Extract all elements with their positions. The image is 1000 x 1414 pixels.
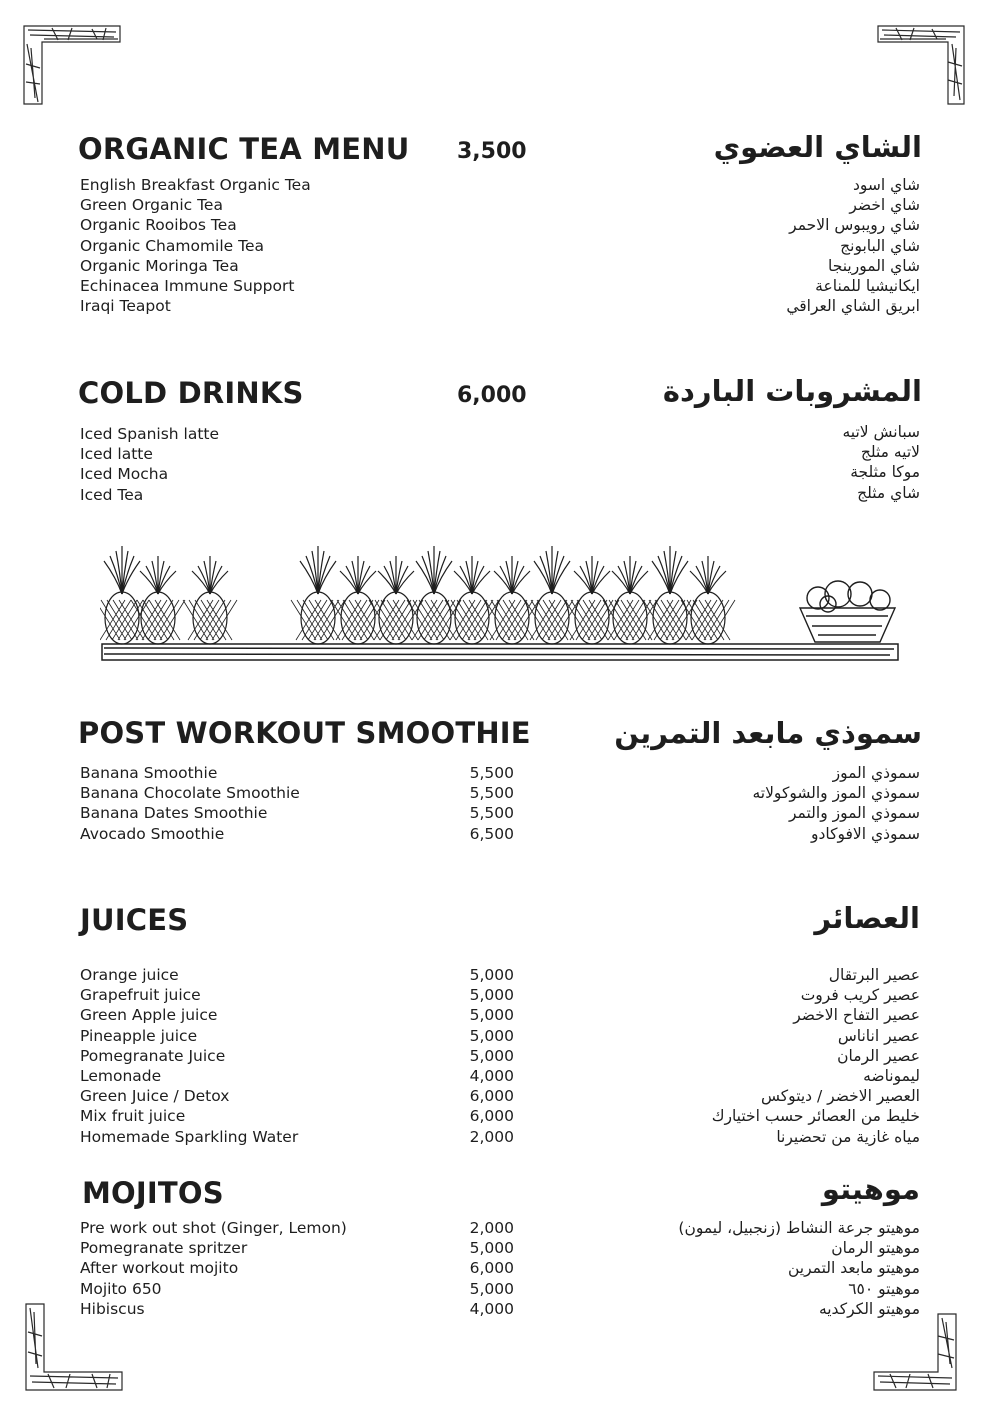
pineapple-icon xyxy=(603,556,657,644)
cold-section-title: COLD DRINKS xyxy=(78,376,304,410)
price-item: 4,000 xyxy=(469,1066,514,1085)
price-item: 2,000 xyxy=(469,1219,514,1237)
list-item: English Breakfast Organic Tea xyxy=(80,176,311,194)
list-item: Orange juice xyxy=(80,966,179,984)
mojitos-items-list xyxy=(80,1218,420,1319)
pineapple-icon xyxy=(565,556,619,644)
list-item: Organic Rooibos Tea xyxy=(80,216,237,235)
list-item: Echinacea Immune Support xyxy=(80,276,295,295)
pineapple-icon xyxy=(331,556,385,644)
price-item: 5,500 xyxy=(469,764,514,782)
price-item: 5,000 xyxy=(469,1239,514,1258)
list-item: سبانش لاتيه xyxy=(842,423,920,441)
mojitos-items-list-ar xyxy=(590,1218,920,1319)
list-item: ايكانيشيا للمناعة xyxy=(815,276,920,295)
list-item: Homemade Sparkling Water xyxy=(80,1127,299,1146)
list-item: عصير اناناس xyxy=(837,1026,920,1045)
list-item: Banana Chocolate Smoothie xyxy=(80,784,300,803)
mojitos-prices-list xyxy=(440,1218,514,1319)
price-item: 2,000 xyxy=(469,1127,514,1146)
pineapple-icon xyxy=(291,546,345,644)
shelf-icon xyxy=(102,644,898,660)
tea-section-title: ORGANIC TEA MENU xyxy=(78,132,410,166)
list-item: Organic Moringa Tea xyxy=(80,256,239,275)
list-item: Pre work out shot (Ginger, Lemon) xyxy=(80,1219,347,1237)
fruit-bowl-icon xyxy=(800,581,895,642)
price-item: 5,500 xyxy=(469,804,514,823)
price-item: 5,000 xyxy=(469,1026,514,1045)
price-item: 5,000 xyxy=(469,966,514,984)
list-item: Iraqi Teapot xyxy=(80,297,171,316)
cold-section-title-ar: المشروبات الباردة xyxy=(662,374,922,408)
list-item: موهيتو جرعة النشاط (زنجبيل، ليمون) xyxy=(678,1219,920,1237)
smoothie-section-title: POST WORKOUT SMOOTHIE xyxy=(78,716,531,750)
smoothie-prices-list xyxy=(440,763,514,844)
list-item: Pomegranate Juice xyxy=(80,1046,226,1065)
mojitos-section-title: MOJITOS xyxy=(82,1176,224,1210)
pineapple-icon xyxy=(183,556,237,644)
list-item: شاي اخضر xyxy=(849,196,920,215)
list-item: سموذي الموز والتمر xyxy=(788,804,920,823)
cold-items-list-ar xyxy=(590,422,920,503)
price-item: 5,000 xyxy=(469,1279,514,1298)
price-item: 6,500 xyxy=(469,824,514,843)
pineapple-icon xyxy=(100,546,149,644)
price-item: 6,000 xyxy=(469,1087,514,1106)
pineapple-icon xyxy=(131,556,185,644)
list-item: Iced Spanish latte xyxy=(80,425,220,443)
list-item: مياه غازية من تحضيرنا xyxy=(776,1127,920,1146)
cold-items-list xyxy=(80,424,440,505)
list-item: لاتيه مثلج xyxy=(860,443,920,462)
price-item: 5,500 xyxy=(469,784,514,803)
juices-section-title: JUICES xyxy=(80,903,189,937)
list-item: عصير البرتقال xyxy=(828,966,920,984)
top-right-corner-icon xyxy=(876,24,966,106)
pineapple-icon xyxy=(525,546,579,644)
pineapple-icon xyxy=(445,556,499,644)
bottom-right-corner-icon xyxy=(872,1312,958,1392)
list-item: Banana Smoothie xyxy=(80,764,218,782)
tea-items-list-ar xyxy=(590,175,920,316)
price-item: 5,000 xyxy=(469,986,514,1005)
list-item: موهيتو الرمان xyxy=(831,1239,920,1258)
list-item: خليط من العصائر حسب اختيارك xyxy=(711,1107,920,1126)
juices-items-list xyxy=(80,965,380,1147)
pineapple-icon xyxy=(643,546,697,644)
list-item: Organic Chamomile Tea xyxy=(80,236,264,255)
pineapple-icon xyxy=(485,556,539,644)
list-item: عصير الرمان xyxy=(837,1046,920,1065)
tea-section-title-ar: الشاي العضوي xyxy=(713,130,922,164)
list-item: Banana Dates Smoothie xyxy=(80,804,268,823)
list-item: Grapefruit juice xyxy=(80,986,201,1005)
list-item: Mix fruit juice xyxy=(80,1107,186,1126)
list-item: ابريق الشاي العراقي xyxy=(786,297,920,316)
list-item: عصير التفاح الاخضر xyxy=(793,1006,920,1025)
smoothie-section-title-ar: سموذي مابعد التمرين xyxy=(614,716,922,750)
juices-section-title-ar: العصائر xyxy=(814,901,920,935)
list-item: Green Organic Tea xyxy=(80,196,223,215)
juices-prices-list xyxy=(440,965,514,1147)
list-item: Avocado Smoothie xyxy=(80,824,225,843)
list-item: موهيتو مابعد التمرين xyxy=(788,1259,920,1278)
mojitos-section-title-ar: موهيتو xyxy=(821,1172,920,1206)
list-item: موكا مثلجة xyxy=(850,463,920,482)
list-item: Mojito 650 xyxy=(80,1279,162,1298)
pineapple-icon xyxy=(681,556,735,644)
list-item: شاي اسود xyxy=(853,176,920,194)
list-item: Iced latte xyxy=(80,445,153,464)
cold-section-price: 6,000 xyxy=(457,383,527,408)
list-item: سموذي الافوكادو xyxy=(811,824,920,843)
list-item: Pineapple juice xyxy=(80,1026,198,1045)
list-item: ليموناضه xyxy=(863,1066,920,1085)
tea-section-price: 3,500 xyxy=(457,139,527,164)
price-item: 4,000 xyxy=(469,1299,514,1318)
list-item: موهيتو الكركديه xyxy=(818,1299,920,1318)
list-item: Green Juice / Detox xyxy=(80,1087,230,1106)
list-item: Iced Tea xyxy=(80,485,144,504)
smoothie-items-list xyxy=(80,763,380,844)
list-item: العصير الاخضر / ديتوكس xyxy=(761,1087,920,1106)
list-item: سموذي الموز والشوكولاته xyxy=(752,784,920,803)
list-item: Lemonade xyxy=(80,1066,162,1085)
list-item: شاي مثلج xyxy=(857,483,920,502)
list-item: After workout mojito xyxy=(80,1259,239,1278)
pineapple-icon xyxy=(407,546,461,644)
price-item: 6,000 xyxy=(469,1107,514,1126)
list-item: موهيتو ٦٥٠ xyxy=(848,1279,920,1298)
pineapple-shelf-illustration xyxy=(100,536,900,670)
list-item: Pomegranate spritzer xyxy=(80,1239,248,1258)
price-item: 5,000 xyxy=(469,1006,514,1025)
list-item: شاي رويبوس الاحمر xyxy=(789,216,920,235)
tea-items-list xyxy=(80,175,440,316)
list-item: سموذي الموز xyxy=(832,764,920,782)
list-item: Hibiscus xyxy=(80,1299,145,1318)
pineapple-icon xyxy=(369,556,423,644)
price-item: 5,000 xyxy=(469,1046,514,1065)
list-item: شاي المورينجا xyxy=(828,256,920,275)
list-item: Green Apple juice xyxy=(80,1006,218,1025)
smoothie-items-list-ar xyxy=(590,763,920,844)
list-item: عصير كريب فروت xyxy=(800,986,920,1005)
juices-items-list-ar xyxy=(590,965,920,1147)
price-item: 6,000 xyxy=(469,1259,514,1278)
list-item: Iced Mocha xyxy=(80,465,169,484)
list-item: شاي البابونج xyxy=(840,236,920,255)
top-left-corner-icon xyxy=(22,24,122,106)
